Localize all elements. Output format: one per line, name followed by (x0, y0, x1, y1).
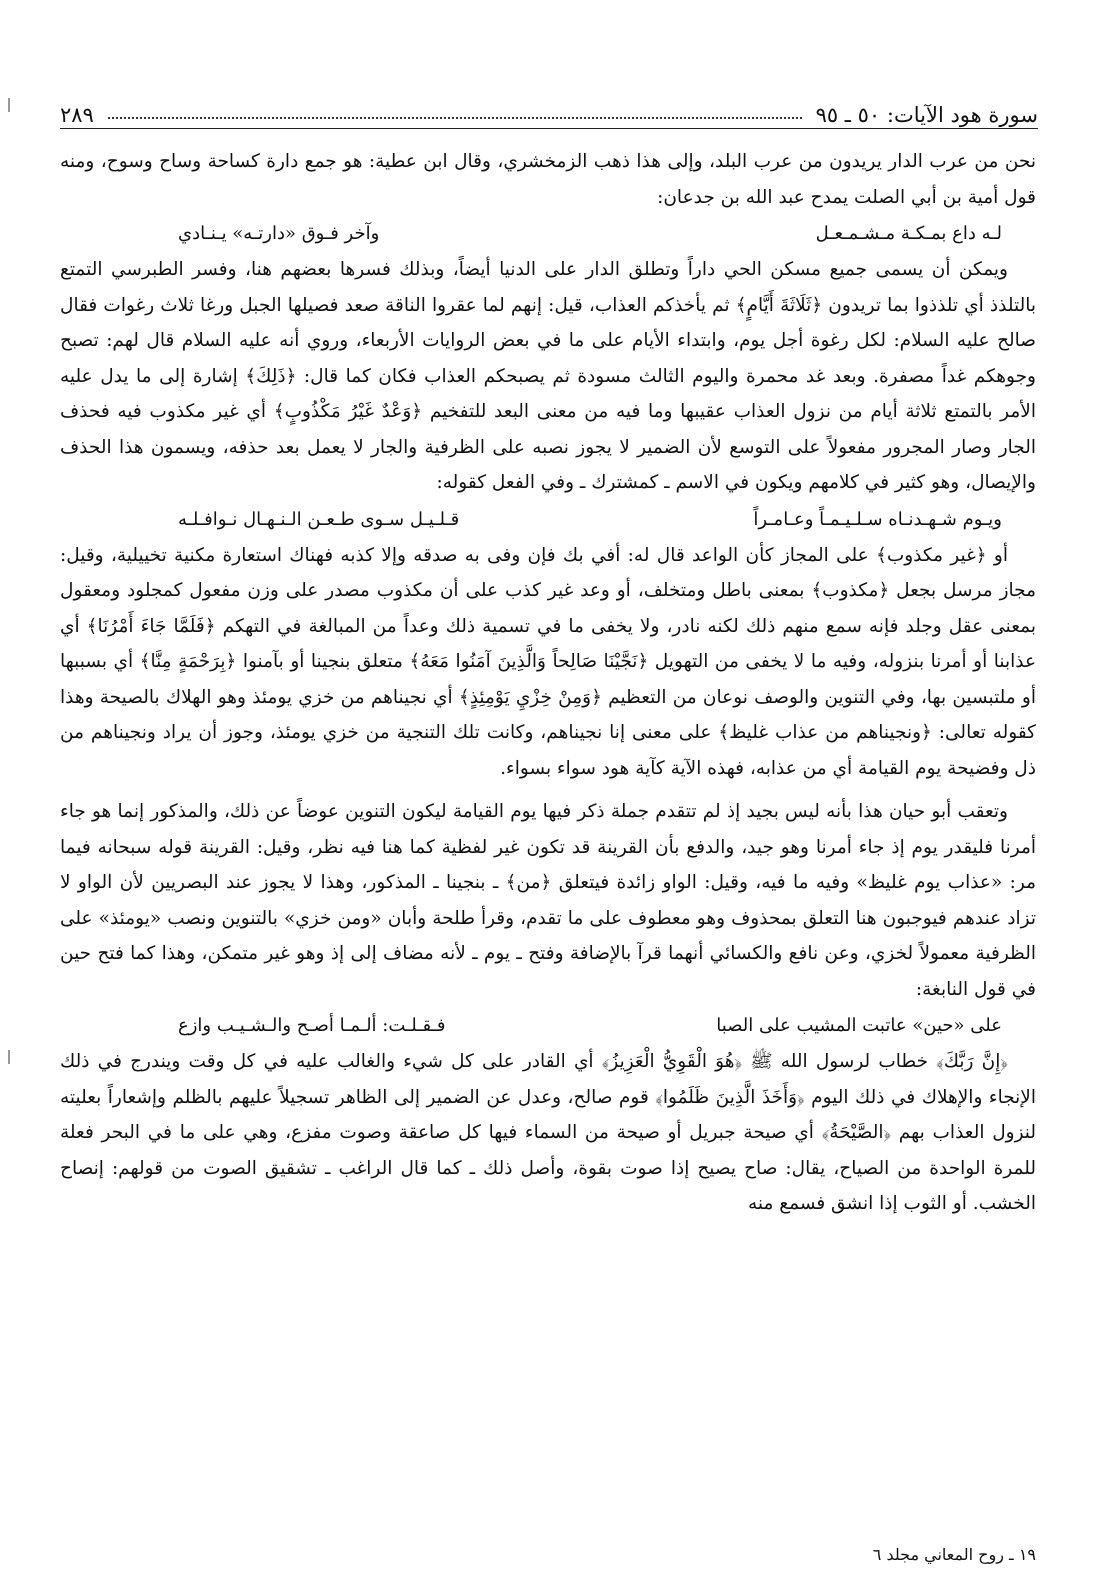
paragraph: نحن من عرب الدار يريدون من عرب البلد، وإلى هذا ذهب الزمخشري، وقال ابن عطية: هو جمع دارة كساحة وساح وسوح، ومنه قول أمية بن أبي الصلت يمدح عبد الله بن جدعان: (60, 151, 1036, 208)
paragraph: ويمكن أن يسمى جميع مسكن الحي داراً وتطلق الدار على الدنيا أيضاً، وبذلك فسرها بعضهم هنا، وفسر الطبرسي التمتع بالتلذذ أي تلذذوا بما تريدون ﴿ثَلَاثَةَ أَيَّامٍ﴾ ثم يأخذكم العذاب، قيل: إنهم لما عقروا الناقة صعد فصيلها الجبل ورغا ثلاث رغوات فقال صالح عليه السلام: لكل رغوة أجل يوم، وابتداء الأيام على ما في بعض الروايات الأربعاء، وروي أنه عليه السلام قال لهم: تصبح وجوهكم غداً مصفرة. وبعد غد محمرة واليوم الثالث مسودة ثم يصبحكم العذاب فكان كما قال: ﴿ذَلِكَ﴾ إشارة إلى ما يدل عليه الأمر بالتمتع ثلاثة أيام من نزول العذاب عقيبها وما فيه من معنى البعد للتفخيم ﴿وَعْدٌ غَيْرُ مَكْذُوبٍ﴾ أي غير مكذوب فيه فحذف الجار وصار المجرور مفعولاً على التوسع لأن الضمير لا يجوز نصبه على الظرفية والجار لا يعمل بعد حذفه، ويسمون هذا الحذف والإيصال، وهو كثير في كلامهم ويكون في الاسم ـ كمشترك ـ وفي الفعل كقوله: (60, 259, 1036, 493)
page-footer: ١٩ ـ روح المعاني مجلد ٦ (872, 1545, 1036, 1564)
poetry-verse (60, 1007, 1036, 1044)
leader-dots (108, 117, 802, 119)
poetry-verse (60, 501, 1036, 538)
margin-mark (8, 1050, 10, 1064)
paragraph: ﴿إِنَّ رَبَّكَ﴾ خطاب لرسول الله ﷺ ﴿هُوَ الْقَوِيُّ الْعَزِيزُ﴾ أي القادر على كل شيء والغالب عليه في كل وقت ويندرج في ذلك الإنجاء والإهلاك في ذلك اليوم ﴿وَأَخَذَ الَّذِينَ ظَلَمُوا﴾ قوم صالح، وعدل عن الضمير إلى الظاهر تسجيلاً عليهم بالظلم وإشعاراً بعليته لنزول العذاب بهم ﴿الصَّيْحَةُ﴾ أي صيحة جبريل أو صيحة من السماء فيها كل صاعقة وصوت مفزع، وهي على ما في البحر فعلة للمرة الواحدة من الصياح، يقال: صاح يصيح إذا صوت بقوة، وأصل ذلك ـ كما قال الراغب ـ تشقيق الصوت من قولهم: إنصاح الخشب. أو الثوب إذا انشق فسمع منه (60, 1051, 1036, 1214)
surah-title: سورة هود الآيات: ٥٠ ـ ٩٥ (815, 102, 1038, 127)
verse-first-hemistich: على «حين» عاتبت المشيب على الصبا (716, 1015, 1002, 1036)
page-body (60, 144, 1036, 1222)
running-header (60, 84, 1038, 129)
page-number: ٢٨٩ (60, 102, 94, 127)
paragraph: وتعقب أبو حيان هذا بأنه ليس بجيد إذ لم تتقدم جملة ذكر فيها يوم القيامة ليكون التنوين عوضاً عن ذلك، والمذكور إنما هو جاء أمرنا فليقدر يوم إذ جاء أمرنا وهو جيد، والدفع بأن القرينة قد تكون غير لفظية كما هنا فيه نظر، وقيل: القرينة قوله سبحانه فيما مر: «عذاب يوم غليظ» وفيه ما فيه، وقيل: الواو زائدة فيتعلق ﴿من﴾ ـ بنجينا ـ المذكور، وهذا لا يجوز عند البصريين لأن الواو لا تزاد عندهم فيوجبون هنا التعلق بمحذوف وهو معطوف على ما تقدم، وقرأ طلحة وأبان «ومن خزي» بالتنوين ونصب «يومئذ» على الظرفية معمولاً لخزي، وعن نافع والكسائي أنهما قرآ بالإضافة وفتح ـ يوم ـ لأنه مضاف إلى إذ وهو غير متمكن، وهذا كما فتح حين في قول النابغة: (60, 801, 1036, 1000)
verse-first-hemistich: لـه داع بمـكـة مـشـمـعـل (815, 223, 1002, 244)
verse-first-hemistich: ويـوم شـهـدنـاه سـلـيـمـاً وعـامـراً (753, 508, 1002, 530)
margin-mark (8, 98, 10, 112)
poetry-verse (60, 215, 1036, 252)
paragraph: أو ﴿غير مكذوب﴾ على المجاز كأن الواعد قال له: أفي بك فإن وفى به صدقه وإلا كذبه فهناك استعارة مكنية تخييلية، وقيل: مجاز مرسل بجعل ﴿مكذوب﴾ بمعنى باطل ومتخلف، أو وعد غير كذب على أن مكذوب مصدر على وزن مفعول كمجلود ومعقول بمعنى عقل وجلد فإنه سمع منهم ذلك لكنه نادر، ولا يخفى ما في تسمية ذلك وعداً من المبالغة في التهكم ﴿فَلَمَّا جَاءَ أَمْرُنَا﴾ أي عذابنا أو أمرنا بنزوله، وفيه ما لا يخفى من التهويل ﴿نَجَّيْنَا صَالِحاً وَالَّذِينَ آمَنُوا مَعَهُ﴾ متعلق بنجينا أو بآمنوا ﴿بِرَحْمَةٍ مِنَّا﴾ أي بسببها أو ملتبسين بها، وفي التنوين والوصف نوعان من التعظيم ﴿وَمِنْ خِزْيِ يَوْمِئِذٍ﴾ أي نجيناهم من خزي يومئذ وهو الهلاك بالصيحة وهذا كقوله تعالى: ﴿ونجيناهم من عذاب غليظ﴾ على معنى إنا نجيناهم، وكانت تلك التنجية من خزي يومئذ، وجوز أن يراد ونجيناهم من ذل وفضيحة يوم القيامة أي من عذابه، فهذه الآية كآية هود سواء بسواء. (60, 544, 1036, 779)
verse-second-hemistich: قـلـيـل سـوى طـعـن الـنـهـال نـوافـلـه (178, 508, 460, 530)
verse-second-hemistich: فـقـلـت: ألـمـا أصـح والـشـيـب وازع (178, 1015, 446, 1036)
verse-second-hemistich: وآخر فـوق «دارتـه» يـنـادي (178, 223, 380, 244)
